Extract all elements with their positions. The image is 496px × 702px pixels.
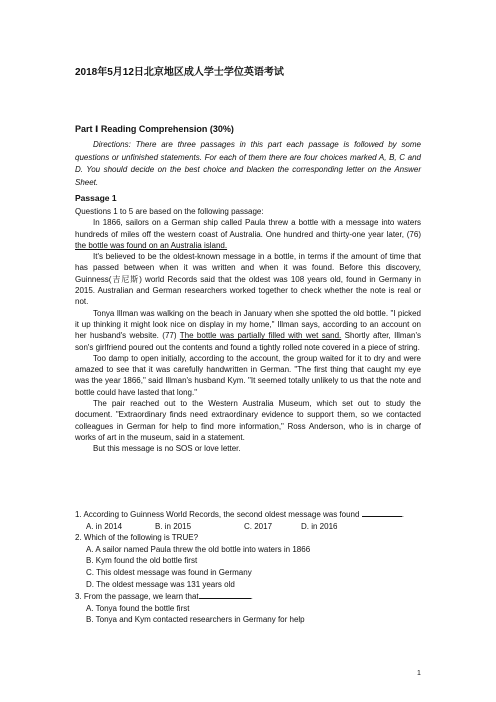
passage-body <box>75 206 421 455</box>
paragraph-5: The pair reached out to the Western Australia Museum, which set out to study the document. "Extraordinary finds need extraordinary evidence to support them, so we contacted colleagues in German for help to find more information," Ross Anderson, who is in charge of works of art in the museum, said in a statement. <box>75 399 421 442</box>
question-3-option-b[interactable]: B. Tonya and Kym contacted researchers in Germany for help <box>86 615 305 625</box>
question-2-option-d[interactable]: D. The oldest message was 131 years old <box>86 579 235 589</box>
paragraph-3 <box>75 308 421 353</box>
passage-title: Passage 1 <box>75 193 117 203</box>
choice-d[interactable]: D. in 2016 <box>301 521 338 531</box>
question-2-option-c[interactable]: C. This oldest message was found in Germany <box>86 567 252 577</box>
passage-intro: Questions 1 to 5 are based on the following passage: <box>75 207 264 216</box>
question-1 <box>75 508 421 521</box>
question-2-option-b[interactable]: B. Kym found the old bottle first <box>86 556 198 566</box>
paragraph-4: Too damp to open initially, according to the account, the group waited for it to dry and were amazed to see that it was carefully handwritten in German. "The first thing that caught my eye was the year 1866," said Illman's husband Kym. "It seemed totally unlikely to us that the note and bottle could have lasted that long." <box>75 353 421 397</box>
question-1-tail: . <box>401 510 404 519</box>
question-3-tail: . <box>250 592 253 602</box>
choice-c[interactable]: C. 2017 <box>244 521 273 531</box>
questions-section <box>75 508 421 626</box>
choice-a[interactable]: A. in 2014 <box>86 521 123 531</box>
paragraph-2: It's believed to be the oldest-known message in a bottle, in terms if the amount of time that has passed between when it was written and when it was found. Before this discovery, Guinness(吉尼斯) world Records said that the oldest was 108 years old, found in Germany in 2015. Australian and German researchers worked together to check whether the note is real or not. <box>75 252 421 307</box>
question-1-choices <box>86 521 421 533</box>
answer-blank <box>362 508 402 517</box>
paragraph-1 <box>75 217 421 251</box>
paragraph-3-text-a: Tonya Illman was walking on the beach in January when she spotted the old bottle. "I picked it up thinking it might look nice on display in my home," Illman says, according to an account on her husband's website. (77) <box>75 308 421 341</box>
paragraph-1-text: In 1866, sailors on a German ship called Paula threw a bottle with a message into waters hundreds of miles off the western coast of Australia. One hundred and thirty-one year later, (76) <box>75 218 421 239</box>
answer-blank <box>199 590 253 602</box>
page-number: 1 <box>417 670 421 677</box>
choice-b[interactable]: B. in 2015 <box>155 521 192 531</box>
question-2-option-a[interactable]: A. A sailor named Paula threw the old bottle into waters in 1866 <box>86 544 311 554</box>
underlined-sentence-77: The bottle was partially filled with wet sand. <box>179 331 342 341</box>
exam-title: 2018年5月12日北京地区成人学士学位英语考试 <box>75 67 284 78</box>
question-3-stem: 3. From the passage, we learn that <box>75 592 199 602</box>
question-1-stem: 1. According to Guinness World Records, the second oldest message was found <box>75 510 360 519</box>
directions-text: Directions: There are three passages in this part each passage is followed by some questions or unfinished statements. For each of them there are four choices marked A, B, C and D. You should decide on the best choice and blacken the corresponding letter on the Answer Sheet. <box>75 140 421 187</box>
question-3 <box>75 590 421 603</box>
underlined-sentence-76: the bottle was found on an Australia island. <box>75 240 228 250</box>
question-3-option-a[interactable]: A. Tonya found the bottle first <box>86 603 190 613</box>
question-2: 2. Which of the following is TRUE? <box>75 533 199 543</box>
paragraph-3-text-b: Shortly after, Illman's son's girlfriend poured out the contents and found a tightly rolled note covered in a piece of string. <box>75 331 421 352</box>
part-heading: Part Ⅰ Reading Comprehension (30%) <box>75 124 234 134</box>
paragraph-6: But this message is no SOS or love letter. <box>93 444 241 454</box>
